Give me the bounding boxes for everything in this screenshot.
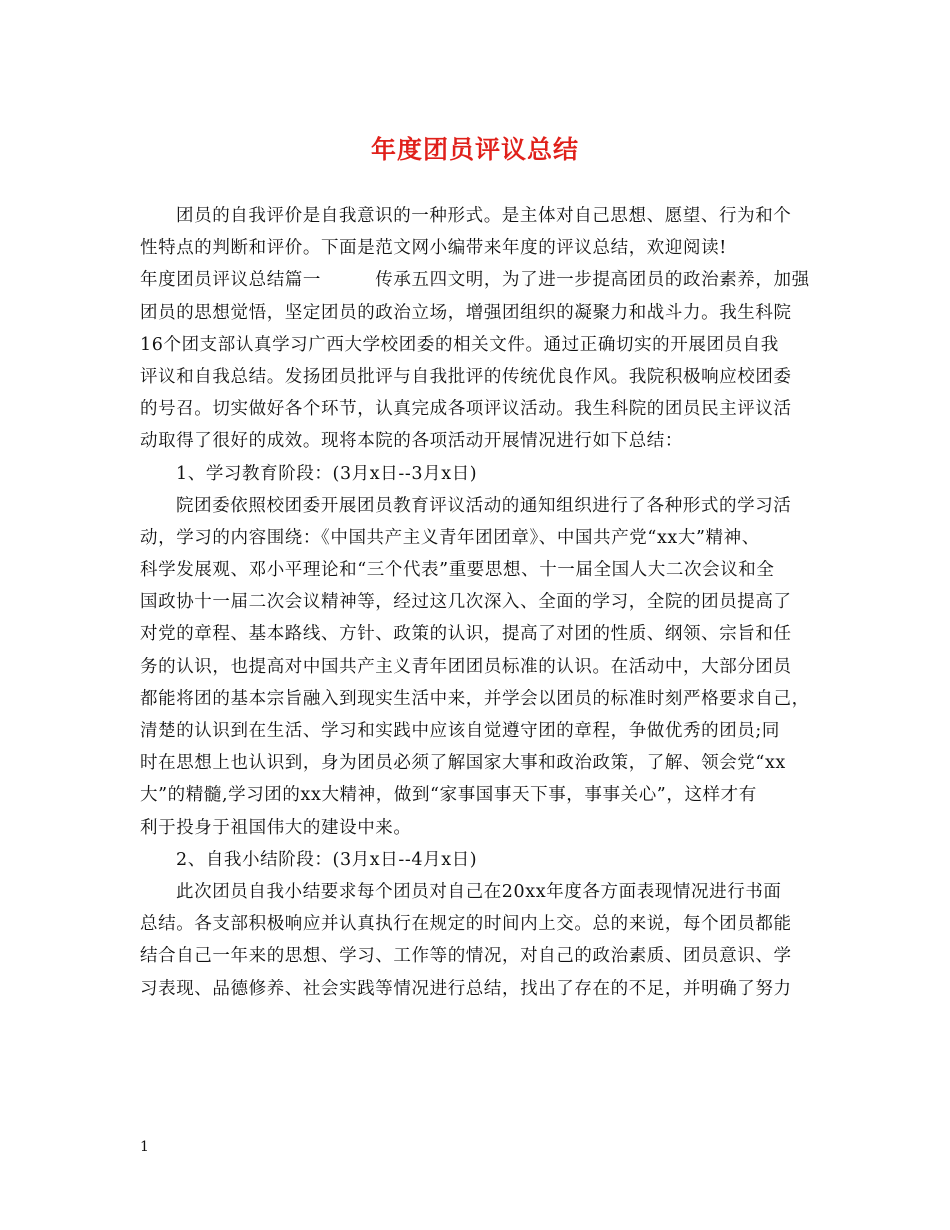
body-line: 院团委依照校团委开展团员教育评议活动的通知组织进行了各种形式的学习活 [176,495,792,516]
body-line: 大”的精髓,学习团的xx大精神，做到“家事国事天下事，事事关心”，这样才有 [140,785,757,806]
body-line: 时在思想上也认识到，身为团员必须了解国家大事和政治政策，了解、领会党“xx [140,753,786,774]
document-title: 年度团员评议总结 [370,135,579,164]
body-line: 清楚的认识到在生活、学习和实践中应该自觉遵守团的章程，争做优秀的团员;同 [140,721,780,741]
document-body [140,200,815,1005]
body-line: 科学发展观、邓小平理论和“三个代表”重要思想、十一届全国人大二次会议和全 [140,560,775,581]
body-line: 国政协十一届二次会议精神等，经过这几次深入、全面的学习，全院的团员提高了 [140,592,792,613]
page-number: 1 [140,1139,149,1155]
body-line: 对党的章程、基本路线、方针、政策的认识，提高了对团的性质、纲领、宗旨和任 [140,624,792,645]
body-line: 性特点的判断和评价。下面是范文网小编带来年度的评议总结，欢迎阅读! [140,238,727,259]
body-line: 动取得了很好的成效。现将本院的各项活动开展情况进行如下总结： [140,431,683,452]
body-line: 团员的自我评价是自我意识的一种形式。是主体对自己思想、愿望、行为和个 [176,206,792,226]
body-line: 评议和自我总结。发扬团员批评与自我批评的传统优良作风。我院积极响应校团委 [140,366,792,387]
body-line: 团员的思想觉悟，坚定团员的政治立场，增强团组织的凝聚力和战斗力。我生科院 [140,302,792,323]
body-line: 此次团员自我小结要求每个团员对自己在20xx年度各方面表现情况进行书面 [176,881,782,902]
body-line: 都能将团的基本宗旨融入到现实生活中来，并学会以团员的标准时刻严格要求自己， [140,688,810,709]
body-line: 1、学习教育阶段：(3月x日--3月x日) [176,463,478,484]
body-line: 动，学习的内容围绕：《中国共产主义青年团团章》、中国共产党“xx大”精神、 [140,527,760,548]
body-line: 结合自己一年来的思想、学习、工作等的情况，对自己的政治素质、团员意识、学 [140,946,792,967]
body-line: 的号召。切实做好各个环节，认真完成各项评议活动。我生科院的团员民主评议活 [140,399,792,420]
body-line: 务的认识，也提高对中国共产主义青年团团员标准的认识。在活动中，大部分团员 [140,656,792,677]
body-line: 2、自我小结阶段：(3月x日--4月x日) [176,849,478,870]
body-line: 利于投身于祖国伟大的建设中来。 [140,817,412,838]
body-line: 总结。各支部积极响应并认真执行在规定的时间内上交。总的来说，每个团员都能 [140,914,792,935]
body-line: 习表现、品德修养、社会实践等情况进行总结，找出了存在的不足，并明确了努力 [140,978,792,999]
body-line: 16个团支部认真学习广西大学校团委的相关文件。通过正确切实的开展团员自我 [140,334,779,355]
body-line: 年度团员评议总结篇一 传承五四文明，为了进一步提高团员的政治素养，加强 [140,270,810,291]
